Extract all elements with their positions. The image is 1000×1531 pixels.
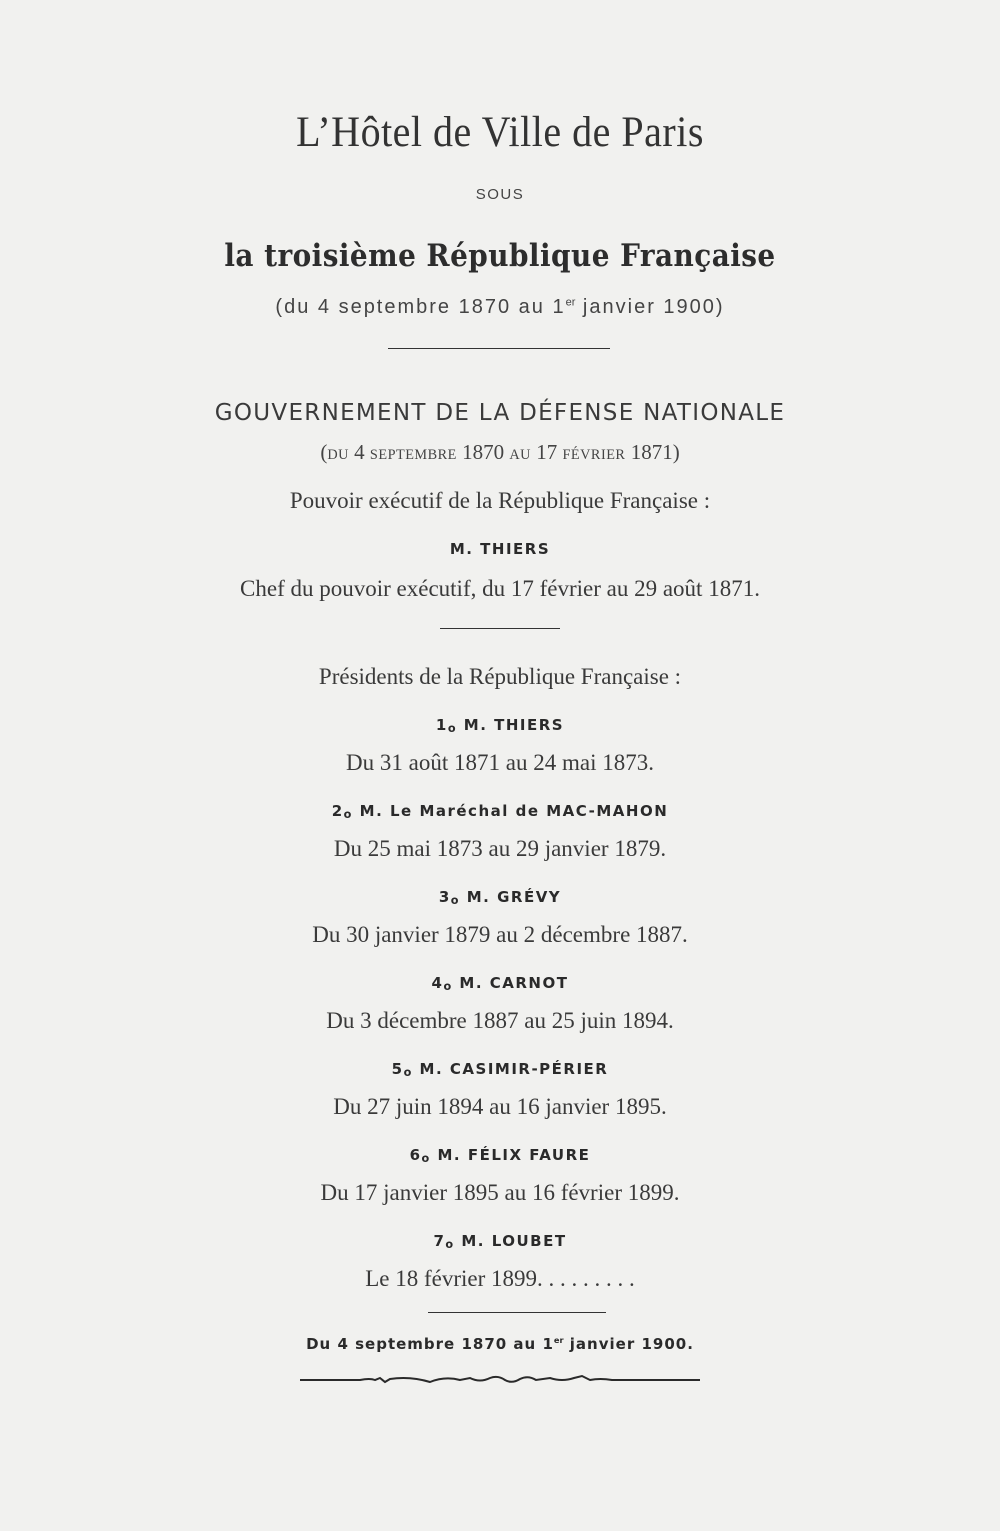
president-label: M. THIERS [463,716,565,734]
gov-dates-du: DU [327,447,349,463]
gov-dates-day2: 17 [530,440,563,464]
president-number: 1 [435,716,448,734]
footer-dates [0,1335,1000,1353]
president-label: M. LOUBET [461,1232,567,1250]
president-number: 5 [391,1060,404,1078]
executive-label: Pouvoir exécutif de la République Française : [289,488,711,513]
president-name [0,888,1000,906]
gov-dates-month1: SEPTEMBRE [369,447,457,463]
president-period: Le 18 février 1899. . . . . . . . . [365,1266,635,1291]
president-number: 4 [431,974,444,992]
president-name [0,1146,1000,1164]
president-label: M. Le Maréchal de MAC-MAHON [359,802,669,820]
president-label: M. FÉLIX FAURE [437,1146,591,1164]
executive-name: M. THIERS [449,540,551,558]
president-degree: o [421,1152,431,1165]
divider-rule [440,628,560,629]
president-degree: o [447,722,458,735]
president-period: Du 3 décembre 1887 au 25 juin 1894. [326,1008,674,1033]
president-name [0,802,1000,820]
footer-dates-sup: er [553,1335,564,1345]
gov-dates-year2: 1871) [625,440,680,464]
government-dates [0,440,1000,465]
presidents-heading: Présidents de la République Française : [318,664,682,689]
president-degree: o [343,808,353,821]
president-period: Du 25 mai 1873 au 29 janvier 1879. [333,836,667,861]
president-period: Du 17 janvier 1895 au 16 février 1899. [320,1180,680,1205]
president-name [0,1060,1000,1078]
subtitle: la troisième République Française [224,238,776,274]
gov-dates-year1: 1870 [456,440,510,464]
title-connector: SOUS [475,186,525,203]
president-name [0,716,1000,734]
president-name [0,1232,1000,1250]
period-dates-end: janvier 1900) [575,296,725,318]
executive-role: Chef du pouvoir exécutif, du 17 février au 29 août 1871. [240,576,760,601]
president-period: Du 27 juin 1894 au 16 janvier 1895. [333,1094,667,1119]
gov-dates-month2: FÉVRIER [562,447,626,463]
period-dates [0,296,1000,319]
president-number: 2 [331,802,344,820]
president-period: Du 31 août 1871 au 24 mai 1873. [346,750,654,775]
president-degree: o [450,894,460,907]
president-number: 7 [433,1232,446,1250]
gov-dates-au: AU [509,447,531,463]
president-degree: o [403,1066,413,1079]
president-label: M. CARNOT [459,974,569,992]
president-period: Du 30 janvier 1879 au 2 décembre 1887. [312,922,688,947]
gov-dates-day1: 4 [348,440,370,464]
president-label: M. CASIMIR-PÉRIER [419,1060,609,1078]
president-degree: o [443,980,453,993]
divider-rule [388,348,610,349]
president-number: 6 [409,1146,422,1164]
president-number: 3 [438,888,451,906]
ornamental-flourish [300,1370,700,1390]
president-label: M. GRÉVY [466,888,562,906]
president-degree: o [445,1238,455,1251]
footer-dates-end: janvier 1900. [563,1335,694,1353]
government-heading: GOUVERNEMENT DE LA DÉFENSE NATIONALE [214,400,786,426]
period-dates-start: (du 4 septembre 1870 au 1 [275,296,566,318]
gov-dates-open: ( [320,440,328,464]
president-name [0,974,1000,992]
page-title: L’Hôtel de Ville de Paris [296,107,704,156]
period-dates-sup: er [565,296,576,309]
divider-rule [428,1312,606,1313]
footer-dates-start: Du 4 septembre 1870 au 1 [306,1335,554,1353]
